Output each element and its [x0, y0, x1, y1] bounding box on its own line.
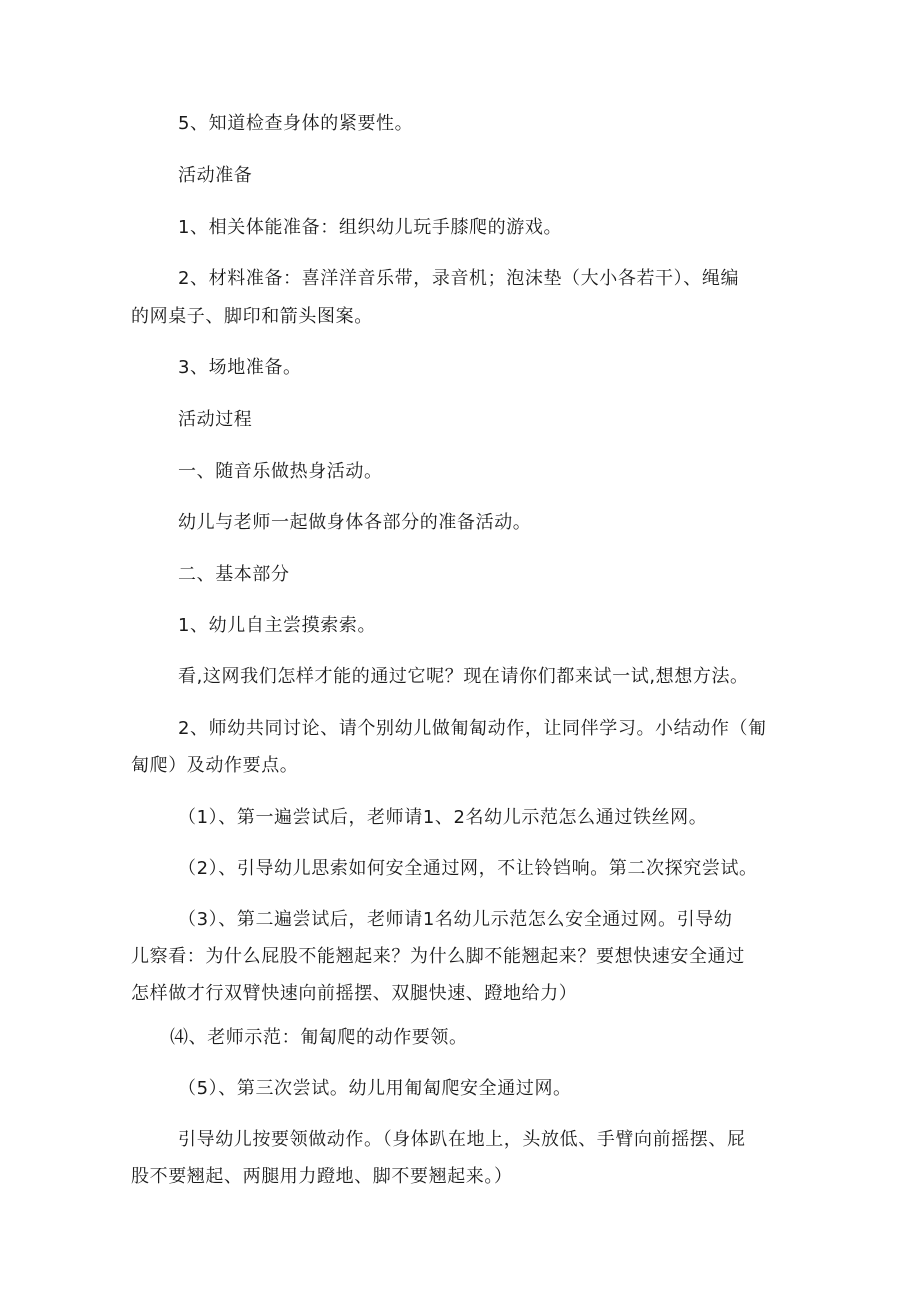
paragraph-line: 匐爬）及动作要点。 [131, 755, 299, 776]
paragraph-line: 1、相关体能准备：组织幼儿玩手膝爬的游戏。 [178, 217, 563, 238]
section-heading: 活动过程 [178, 409, 253, 430]
paragraph-line: 一、随音乐做热身活动。 [178, 461, 383, 482]
paragraph-line: 2、材料准备：喜洋洋音乐带，录音机；泡沫垫（大小各若干）、绳编 [178, 268, 740, 289]
paragraph-line: 怎样做才行双臂快速向前摇摆、双腿快速、蹬地给力） [131, 983, 578, 1004]
paragraph-line: （1）、第一遍尝试后，老师请1、2名幼儿示范怎么通过铁丝网。 [178, 807, 708, 828]
paragraph-line: （2）、引导幼儿思索如何安全通过网，不让铃铛响。第二次探究尝试。 [178, 858, 758, 879]
section-heading: 二、基本部分 [178, 564, 290, 585]
section-heading: 活动准备 [178, 165, 253, 186]
paragraph-line: 引导幼儿按要领做动作。（身体趴在地上，头放低、手臂向前摇摆、屁 [178, 1129, 746, 1150]
paragraph-line: 2、师幼共同讨论、请个别幼儿做匍匐动作，让同伴学习。小结动作（匍 [178, 718, 767, 739]
paragraph-line: 股不要翘起、两腿用力蹬地、脚不要翘起来。） [131, 1166, 513, 1187]
paragraph-line: 儿察看：为什么屁股不能翘起来？为什么脚不能翘起来？要想快速安全通过 [131, 946, 745, 967]
paragraph-line: （3）、第二遍尝试后，老师请1名幼儿示范怎么安全通过网。引导幼 [178, 909, 733, 930]
paragraph-line: 3、场地准备。 [178, 357, 302, 378]
paragraph-line: 5、知道检查身体的紧要性。 [178, 113, 414, 134]
paragraph-line: 的网桌子、脚印和箭头图案。 [131, 306, 373, 327]
paragraph-line: 1、幼儿自主尝摸索索。 [178, 615, 377, 636]
paragraph-line: （5）、第三次尝试。幼儿用匍匐爬安全通过网。 [178, 1078, 572, 1099]
paragraph-line: 幼儿与老师一起做身体各部分的准备活动。 [178, 512, 532, 533]
paragraph-line: 看,这网我们怎样才能的通过它呢？现在请你们都来试一试,想想方法。 [178, 666, 749, 687]
paragraph-line: ⑷、老师示范：匍匐爬的动作要领。 [170, 1027, 468, 1048]
